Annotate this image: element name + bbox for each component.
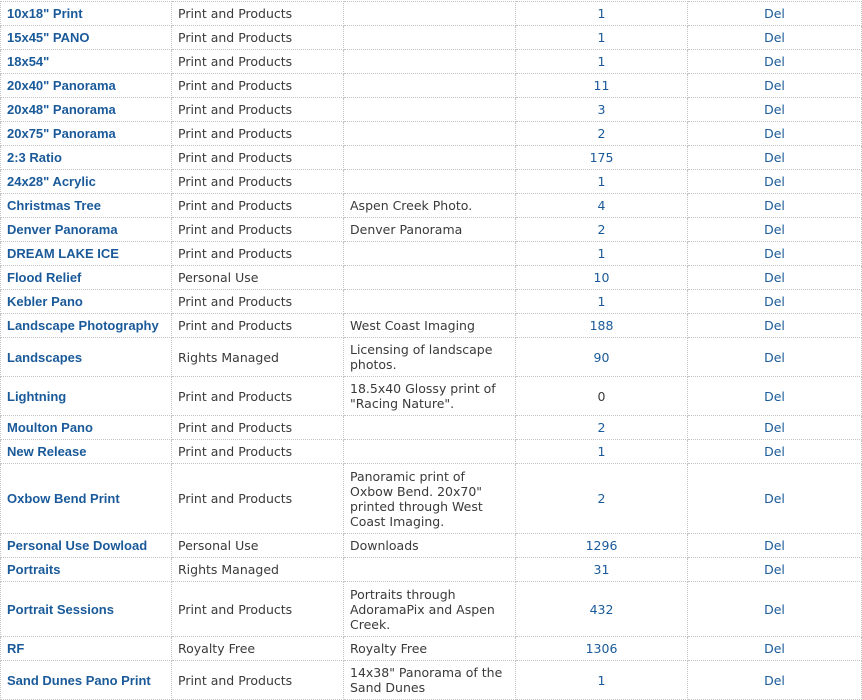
delete-link[interactable]: Del bbox=[688, 416, 862, 440]
license-count: 188 bbox=[516, 314, 688, 338]
delete-link[interactable]: Del bbox=[688, 661, 862, 700]
license-name-link[interactable]: Oxbow Bend Print bbox=[1, 464, 172, 534]
table-row bbox=[1, 26, 862, 50]
delete-link[interactable]: Del bbox=[688, 534, 862, 558]
license-description: Denver Panorama bbox=[344, 218, 516, 242]
table-row bbox=[1, 146, 862, 170]
license-name-link[interactable]: 20x48" Panorama bbox=[1, 98, 172, 122]
license-type: Print and Products bbox=[172, 464, 344, 534]
delete-link[interactable]: Del bbox=[688, 464, 862, 534]
license-name-link[interactable]: 2:3 Ratio bbox=[1, 146, 172, 170]
license-count: 1 bbox=[516, 290, 688, 314]
license-type: Print and Products bbox=[172, 416, 344, 440]
license-description bbox=[344, 74, 516, 98]
license-description: 18.5x40 Glossy print of "Racing Nature". bbox=[344, 377, 516, 416]
license-description bbox=[344, 266, 516, 290]
license-count: 1 bbox=[516, 170, 688, 194]
table-row bbox=[1, 2, 862, 26]
delete-link[interactable]: Del bbox=[688, 338, 862, 377]
delete-link[interactable]: Del bbox=[688, 98, 862, 122]
table-row bbox=[1, 194, 862, 218]
license-type: Print and Products bbox=[172, 98, 344, 122]
license-description bbox=[344, 558, 516, 582]
table-row bbox=[1, 558, 862, 582]
delete-link[interactable]: Del bbox=[688, 50, 862, 74]
table-row bbox=[1, 661, 862, 700]
table-row bbox=[1, 338, 862, 377]
license-count: 2 bbox=[516, 464, 688, 534]
table-row bbox=[1, 464, 862, 534]
license-name-link[interactable]: Portraits bbox=[1, 558, 172, 582]
delete-link[interactable]: Del bbox=[688, 377, 862, 416]
license-type: Print and Products bbox=[172, 74, 344, 98]
delete-link[interactable]: Del bbox=[688, 74, 862, 98]
license-name-link[interactable]: Kebler Pano bbox=[1, 290, 172, 314]
license-count: 4 bbox=[516, 194, 688, 218]
license-type: Rights Managed bbox=[172, 338, 344, 377]
table-row bbox=[1, 377, 862, 416]
delete-link[interactable]: Del bbox=[688, 194, 862, 218]
table-row bbox=[1, 74, 862, 98]
license-description: Royalty Free bbox=[344, 637, 516, 661]
table-row bbox=[1, 98, 862, 122]
license-count: 175 bbox=[516, 146, 688, 170]
delete-link[interactable]: Del bbox=[688, 170, 862, 194]
delete-link[interactable]: Del bbox=[688, 637, 862, 661]
table-row bbox=[1, 242, 862, 266]
license-type: Print and Products bbox=[172, 377, 344, 416]
license-type: Print and Products bbox=[172, 122, 344, 146]
license-count: 2 bbox=[516, 416, 688, 440]
license-count: 1306 bbox=[516, 637, 688, 661]
license-count: 31 bbox=[516, 558, 688, 582]
license-type: Print and Products bbox=[172, 2, 344, 26]
license-description bbox=[344, 146, 516, 170]
delete-link[interactable]: Del bbox=[688, 218, 862, 242]
license-description bbox=[344, 2, 516, 26]
table-row bbox=[1, 440, 862, 464]
license-type: Print and Products bbox=[172, 146, 344, 170]
table-row bbox=[1, 266, 862, 290]
table-row bbox=[1, 314, 862, 338]
license-name-link[interactable]: 10x18" Print bbox=[1, 2, 172, 26]
license-count: 1 bbox=[516, 50, 688, 74]
license-description bbox=[344, 26, 516, 50]
license-count: 1 bbox=[516, 661, 688, 700]
license-count: 2 bbox=[516, 218, 688, 242]
license-type: Print and Products bbox=[172, 290, 344, 314]
license-description bbox=[344, 50, 516, 74]
license-count: 1 bbox=[516, 26, 688, 50]
license-name-link[interactable]: Lightning bbox=[1, 377, 172, 416]
delete-link[interactable]: Del bbox=[688, 242, 862, 266]
license-name-link[interactable]: Portrait Sessions bbox=[1, 582, 172, 637]
license-description: Portraits through AdoramaPix and Aspen Creek. bbox=[344, 582, 516, 637]
license-type: Print and Products bbox=[172, 218, 344, 242]
license-description bbox=[344, 290, 516, 314]
license-description: West Coast Imaging bbox=[344, 314, 516, 338]
license-count: 90 bbox=[516, 338, 688, 377]
table-row bbox=[1, 582, 862, 637]
delete-link[interactable]: Del bbox=[688, 122, 862, 146]
license-count: 10 bbox=[516, 266, 688, 290]
license-type: Print and Products bbox=[172, 242, 344, 266]
license-type: Royalty Free bbox=[172, 637, 344, 661]
table-row bbox=[1, 50, 862, 74]
license-name-link[interactable]: 20x75" Panorama bbox=[1, 122, 172, 146]
table-row bbox=[1, 218, 862, 242]
license-count: 0 bbox=[516, 377, 688, 416]
license-type: Personal Use bbox=[172, 534, 344, 558]
delete-link[interactable]: Del bbox=[688, 26, 862, 50]
delete-link[interactable]: Del bbox=[688, 2, 862, 26]
license-name-link[interactable]: Christmas Tree bbox=[1, 194, 172, 218]
license-name-link[interactable]: Landscapes bbox=[1, 338, 172, 377]
license-name-link[interactable]: Moulton Pano bbox=[1, 416, 172, 440]
license-count: 1 bbox=[516, 440, 688, 464]
delete-link[interactable]: Del bbox=[688, 558, 862, 582]
license-name-link[interactable]: 24x28" Acrylic bbox=[1, 170, 172, 194]
license-name-link[interactable]: RF bbox=[1, 637, 172, 661]
delete-link[interactable]: Del bbox=[688, 146, 862, 170]
delete-link[interactable]: Del bbox=[688, 314, 862, 338]
license-table bbox=[0, 1, 862, 700]
license-description: Licensing of landscape photos. bbox=[344, 338, 516, 377]
license-type: Personal Use bbox=[172, 266, 344, 290]
license-description bbox=[344, 440, 516, 464]
delete-link[interactable]: Del bbox=[688, 582, 862, 637]
license-description: 14x38" Panorama of the Sand Dunes bbox=[344, 661, 516, 700]
license-name-link[interactable]: New Release bbox=[1, 440, 172, 464]
license-type: Print and Products bbox=[172, 50, 344, 74]
license-type: Print and Products bbox=[172, 194, 344, 218]
license-name-link[interactable]: Sand Dunes Pano Print bbox=[1, 661, 172, 700]
license-name-link[interactable]: Personal Use Dowload bbox=[1, 534, 172, 558]
license-type: Rights Managed bbox=[172, 558, 344, 582]
license-name-link[interactable]: Denver Panorama bbox=[1, 218, 172, 242]
license-name-link[interactable]: 20x40" Panorama bbox=[1, 74, 172, 98]
license-description bbox=[344, 170, 516, 194]
table-row bbox=[1, 122, 862, 146]
license-name-link[interactable]: 15x45" PANO bbox=[1, 26, 172, 50]
license-name-link[interactable]: Landscape Photography bbox=[1, 314, 172, 338]
license-description bbox=[344, 242, 516, 266]
table-row bbox=[1, 170, 862, 194]
license-type: Print and Products bbox=[172, 26, 344, 50]
license-count: 1296 bbox=[516, 534, 688, 558]
license-type: Print and Products bbox=[172, 440, 344, 464]
license-description bbox=[344, 122, 516, 146]
license-type: Print and Products bbox=[172, 170, 344, 194]
license-count: 2 bbox=[516, 122, 688, 146]
license-description bbox=[344, 98, 516, 122]
delete-link[interactable]: Del bbox=[688, 440, 862, 464]
license-description: Panoramic print of Oxbow Bend. 20x70" printed through West Coast Imaging. bbox=[344, 464, 516, 534]
license-description: Aspen Creek Photo. bbox=[344, 194, 516, 218]
table-row bbox=[1, 290, 862, 314]
license-count: 3 bbox=[516, 98, 688, 122]
license-count: 1 bbox=[516, 242, 688, 266]
table-row bbox=[1, 416, 862, 440]
license-count: 11 bbox=[516, 74, 688, 98]
license-name-link[interactable]: DREAM LAKE ICE bbox=[1, 242, 172, 266]
delete-link[interactable]: Del bbox=[688, 290, 862, 314]
license-name-link[interactable]: Flood Relief bbox=[1, 266, 172, 290]
license-description: Downloads bbox=[344, 534, 516, 558]
license-type: Print and Products bbox=[172, 661, 344, 700]
table-row bbox=[1, 637, 862, 661]
license-count: 1 bbox=[516, 2, 688, 26]
license-name-link[interactable]: 18x54" bbox=[1, 50, 172, 74]
delete-link[interactable]: Del bbox=[688, 266, 862, 290]
license-description bbox=[344, 416, 516, 440]
license-type: Print and Products bbox=[172, 314, 344, 338]
license-type: Print and Products bbox=[172, 582, 344, 637]
license-count: 432 bbox=[516, 582, 688, 637]
table-row bbox=[1, 534, 862, 558]
